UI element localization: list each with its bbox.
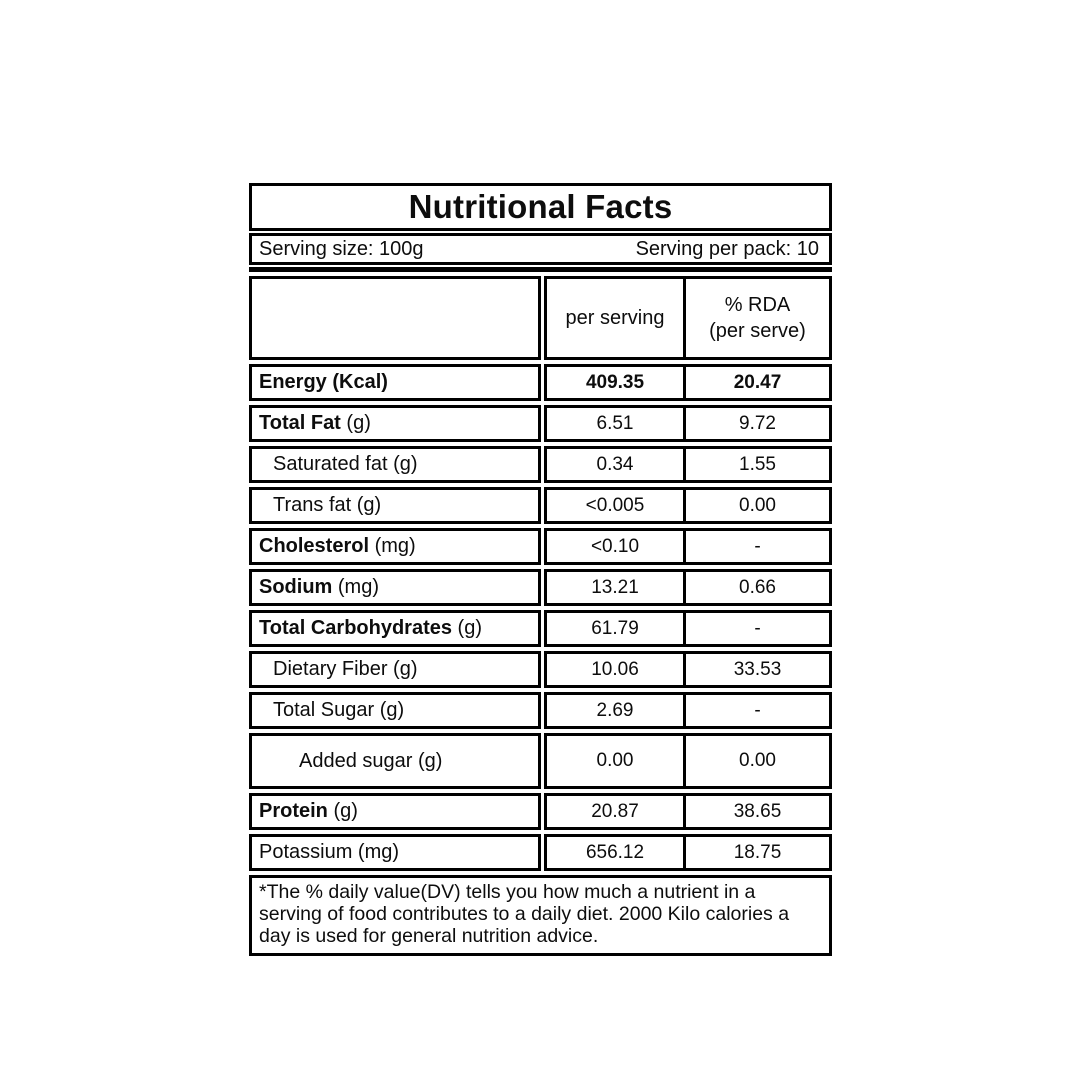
nutrient-row (249, 487, 832, 524)
thick-divider (249, 267, 832, 272)
rda-value: 33.53 (683, 651, 832, 688)
serving-per-pack-text: Serving per pack: 10 (635, 237, 819, 260)
nutrient-name-cell (249, 405, 541, 442)
serving-size-text: Serving size: 100g (259, 237, 424, 260)
per-serving-value: 10.06 (544, 651, 686, 688)
nutrient-row (249, 528, 832, 565)
nutrient-name-rest: (g) (340, 412, 371, 434)
nutrient-name-bold: Total Fat (259, 412, 341, 434)
nutrient-name-cell (249, 692, 541, 729)
nutrient-row (249, 610, 832, 647)
daily-value-footnote: *The % daily value(DV) tells you how much a nutrient in a serving of food contributes to a daily diet. 2000 Kilo calories a day is used for general nutrition advice. (249, 875, 832, 956)
per-serving-value: 656.12 (544, 834, 686, 871)
nutrient-name-rest: Trans fat (g) (273, 494, 382, 516)
nutrient-name-rest: Dietary Fiber (g) (273, 658, 418, 680)
rda-value: 9.72 (683, 405, 832, 442)
rda-value: 0.00 (683, 733, 832, 789)
nutrient-grid (249, 276, 832, 871)
rda-value: 38.65 (683, 793, 832, 830)
nutrient-name-rest: Total Sugar (g) (273, 699, 405, 721)
nutrient-name-cell (249, 793, 541, 830)
column-header-per-serving: per serving (544, 276, 686, 360)
table-header-row (249, 276, 832, 360)
rda-value: 0.00 (683, 487, 832, 524)
nutrient-name-cell (249, 364, 541, 401)
rda-value: - (683, 692, 832, 729)
per-serving-value: 2.69 (544, 692, 686, 729)
rda-value: 0.66 (683, 569, 832, 606)
per-serving-value: <0.10 (544, 528, 686, 565)
rda-value: 18.75 (683, 834, 832, 871)
nutrient-name-bold: Energy (Kcal) (259, 371, 388, 393)
nutrient-row (249, 651, 832, 688)
rda-header-line2: (per serve) (709, 320, 806, 342)
nutrient-name-rest: (mg) (369, 535, 416, 557)
nutrient-name-cell (249, 528, 541, 565)
nutrient-row (249, 405, 832, 442)
per-serving-value: 0.34 (544, 446, 686, 483)
nutrient-name-cell (249, 834, 541, 871)
rda-value: 20.47 (683, 364, 832, 401)
nutrient-name-rest: (g) (452, 617, 482, 639)
per-serving-value: 61.79 (544, 610, 686, 647)
nutrient-name-bold: Total Carbohydrates (259, 617, 452, 639)
nutrient-name-cell (249, 733, 541, 789)
nutrient-name-rest: Saturated fat (g) (273, 453, 418, 475)
nutrient-name-rest: Added sugar (g) (299, 749, 443, 772)
serving-info-row (249, 233, 832, 265)
nutrient-row (249, 364, 832, 401)
nutrient-row (249, 793, 832, 830)
nutrient-row (249, 692, 832, 729)
rda-value: - (683, 528, 832, 565)
nutrient-row (249, 569, 832, 606)
header-blank-cell (249, 276, 541, 360)
per-serving-value: 6.51 (544, 405, 686, 442)
nutrient-name-bold: Sodium (259, 576, 333, 598)
rda-value: - (683, 610, 832, 647)
nutrient-row (249, 834, 832, 871)
label-title: Nutritional Facts (249, 183, 832, 231)
nutrient-name-bold: Cholesterol (259, 535, 370, 557)
nutrient-name-bold: Protein (259, 800, 328, 822)
nutrient-name-rest: Potassium (mg) (259, 841, 400, 863)
nutrition-facts-label (249, 183, 832, 956)
nutrient-name-cell (249, 651, 541, 688)
column-header-rda (683, 276, 832, 360)
nutrient-name-cell (249, 569, 541, 606)
per-serving-value: 0.00 (544, 733, 686, 789)
per-serving-value: <0.005 (544, 487, 686, 524)
nutrient-name-rest: (mg) (332, 576, 380, 598)
rda-value: 1.55 (683, 446, 832, 483)
nutrient-name-rest: (g) (327, 800, 358, 822)
nutrient-name-cell (249, 487, 541, 524)
per-serving-value: 13.21 (544, 569, 686, 606)
per-serving-value: 409.35 (544, 364, 686, 401)
nutrient-name-cell (249, 610, 541, 647)
per-serving-value: 20.87 (544, 793, 686, 830)
rda-header-line1: % RDA (724, 294, 791, 316)
nutrient-row (249, 733, 832, 789)
nutrient-row (249, 446, 832, 483)
nutrient-name-cell (249, 446, 541, 483)
